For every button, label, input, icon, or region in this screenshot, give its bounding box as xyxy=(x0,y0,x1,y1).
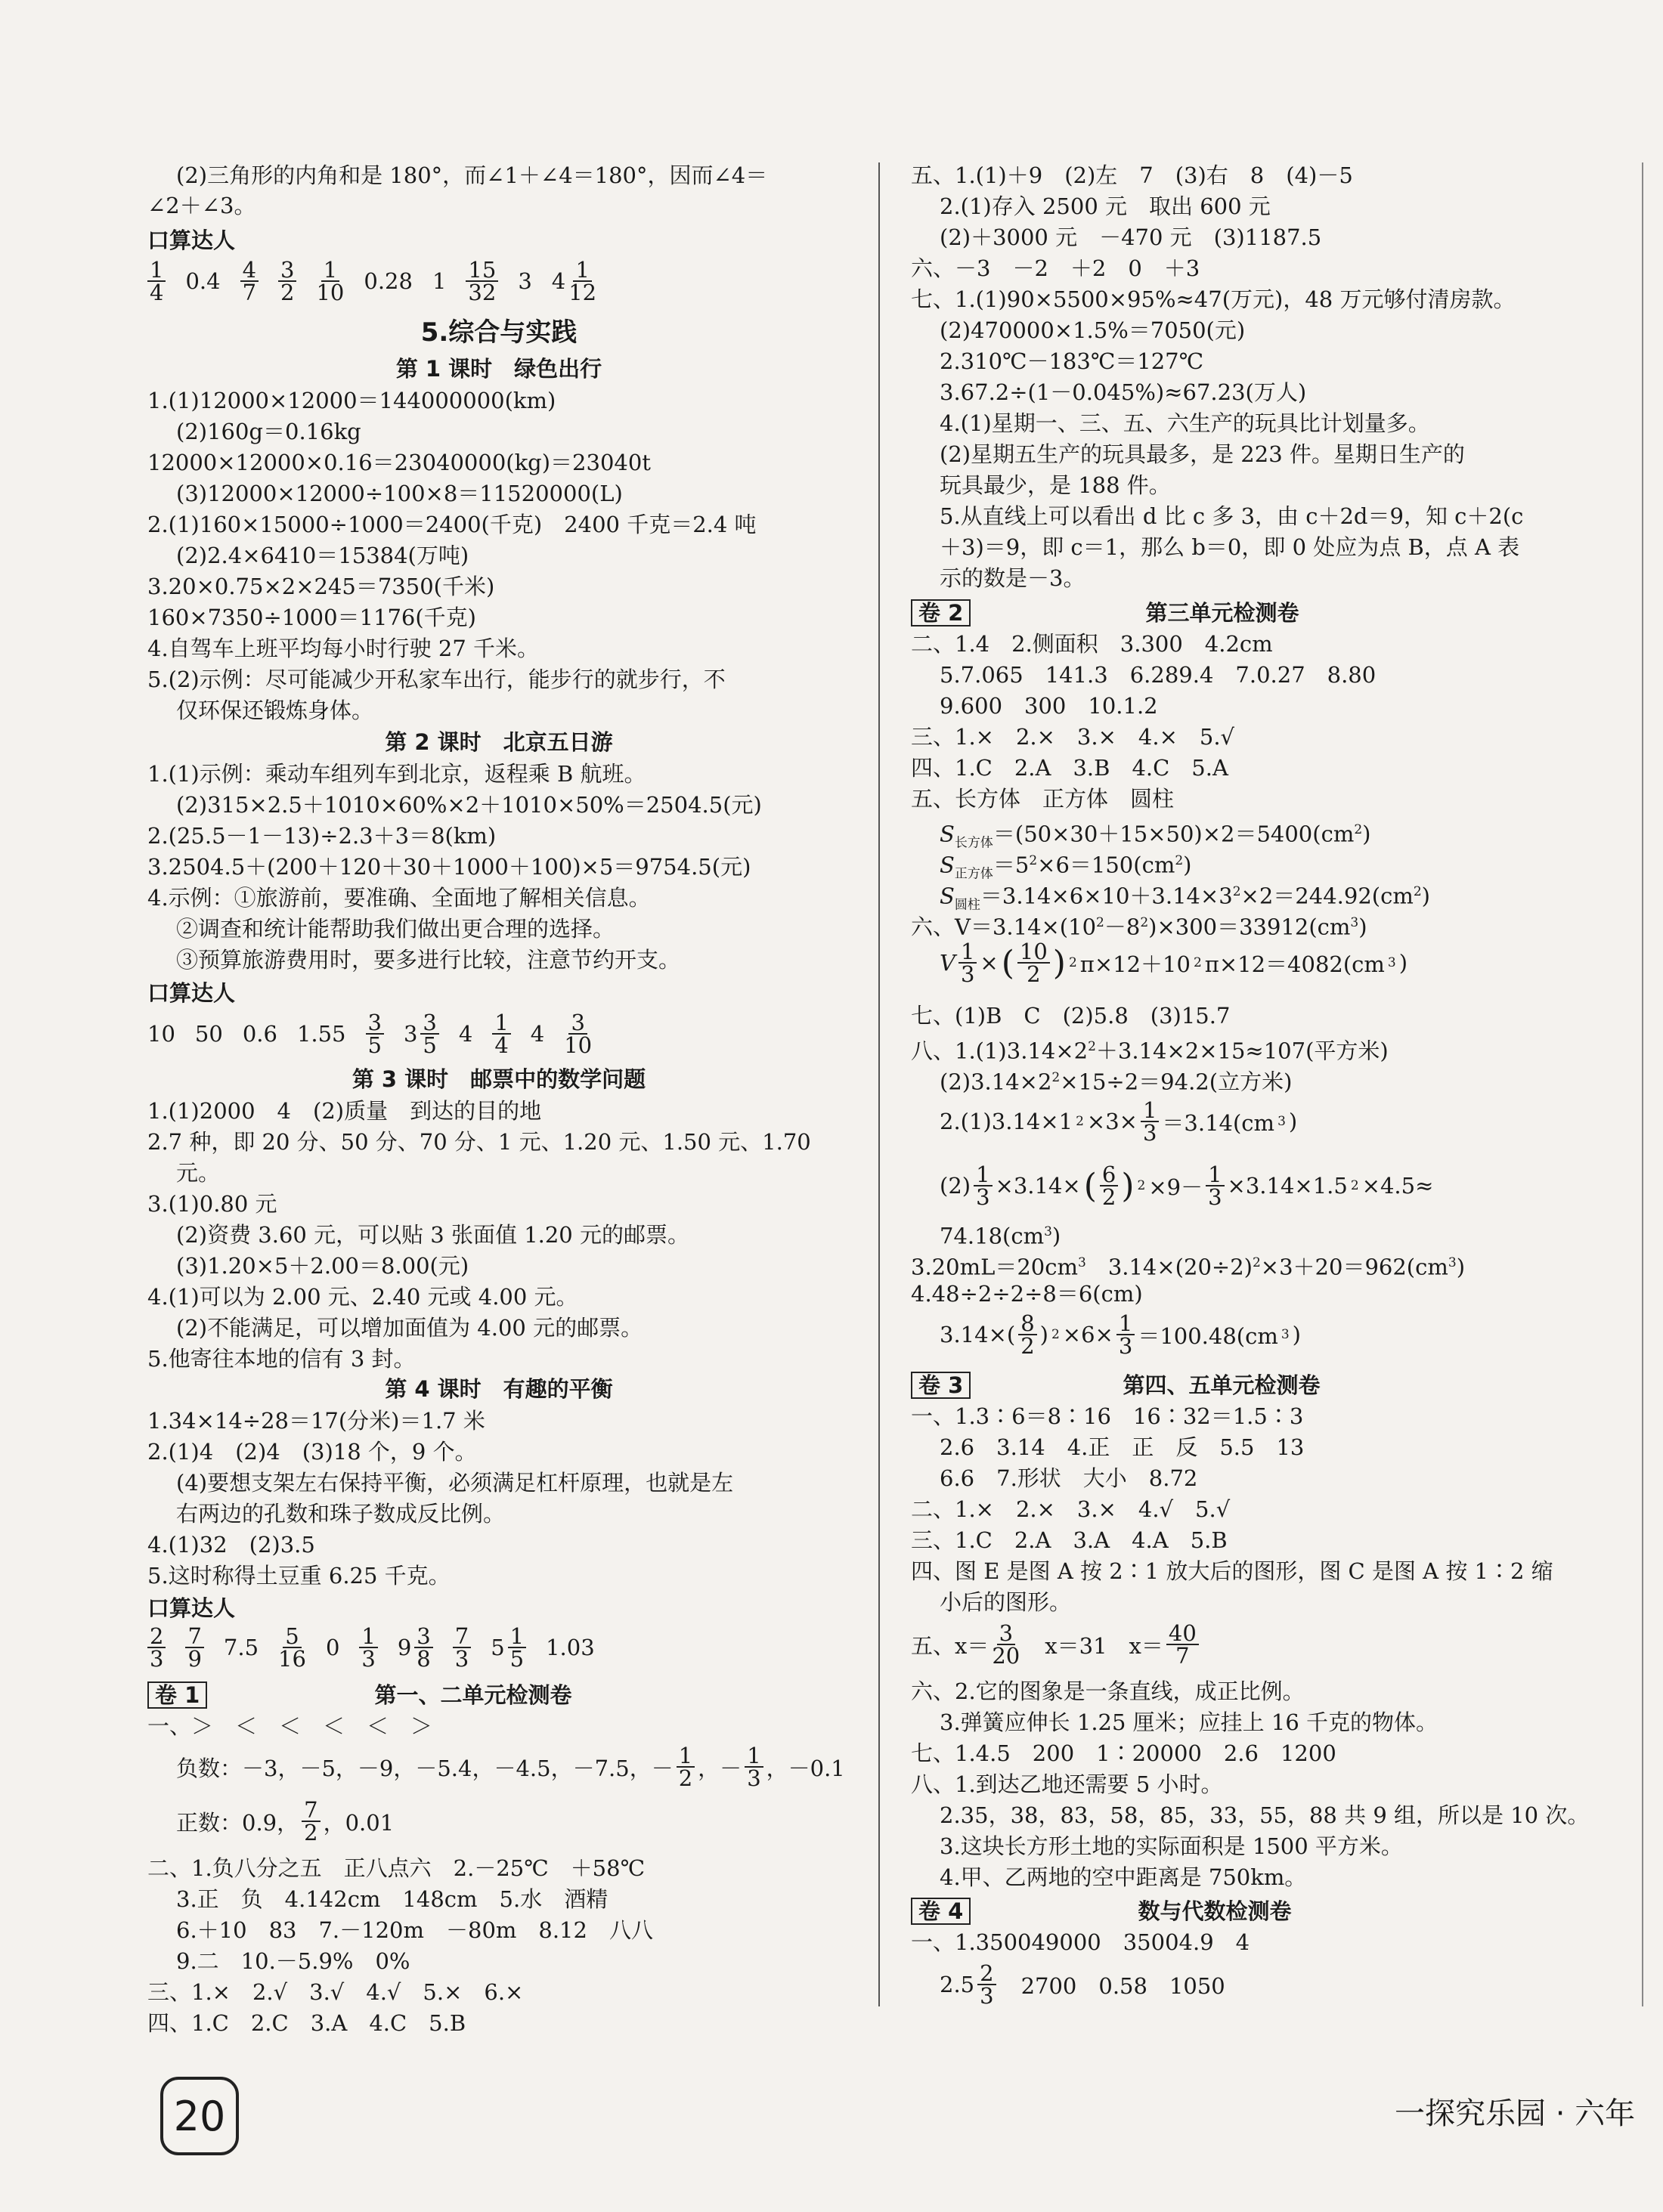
formula-line: $S_{正方体}=5^2\times 6=150(cm^2)$ xyxy=(940,852,1192,882)
text-line: 4.(1)星期一、三、五、六生产的玩具比计划量多。 xyxy=(940,410,1430,436)
text-line: 三、1.C 2.A 3.A 4.A 5.B xyxy=(911,1527,1228,1553)
text-line: 六、－3 －2 ＋2 0 ＋3 xyxy=(911,255,1200,281)
text-line: 2.6 3.14 4.正 正 反 5.5 13 xyxy=(940,1434,1305,1460)
paper-heading xyxy=(911,1372,1603,1399)
text-line: ∠2＋∠3。 xyxy=(147,193,256,218)
text-line: 小后的图形。 xyxy=(940,1589,1072,1615)
text: 负数：－3，－5，－9，－5.4，－4.5，－7.5，－ xyxy=(176,1755,674,1781)
lesson-title: 第 2 课时 北京五日游 xyxy=(385,729,613,755)
text-line: 三、1.× 2.× 3.× 4.× 5.√ xyxy=(911,724,1235,750)
text-line: 1.(1)2000 4 (2)质量 到达的目的地 xyxy=(147,1098,542,1124)
formula-line: (2) $\frac{1}{3}$ ×3.14× ( 6 2 ) 2 ×9－ $\frac{1}{3}$ ×3.14×1.5 2 ×4.5≈ xyxy=(940,1162,1434,1210)
paper-title: 第四、五单元检测卷 xyxy=(1123,1372,1321,1398)
value: 3 xyxy=(518,268,532,294)
fraction: 1 10 xyxy=(316,257,345,305)
fraction: 1 3 xyxy=(359,1626,377,1669)
text-line: 七、(1)B C (2)5.8 (3)15.7 xyxy=(911,1003,1231,1029)
text-line: 五、长方体 正方体 圆柱 xyxy=(911,786,1175,812)
formula-line: 3.14×( 8 2 ) 2 ×6× $\frac{1}{3}$ ＝100.48(cm 3 ) xyxy=(940,1310,1301,1359)
fraction: $\frac{1}{3}$ xyxy=(958,941,977,985)
text-line: 160×7350÷1000＝1176(千克) xyxy=(147,605,476,630)
text-line: (2)资费 3.60 元，可以贴 3 张面值 1.20 元的邮票。 xyxy=(176,1222,689,1248)
fraction: 15 32 xyxy=(466,259,498,303)
fraction: 10 2 xyxy=(1017,941,1050,985)
text-line: 仅环保还锻炼身体。 xyxy=(176,698,374,723)
text-line: 3.2504.5＋(200＋120＋30＋1000＋100)×5＝9754.5(元) xyxy=(147,854,751,880)
text-line: ＋3)＝9，即 c＝1，那么 b＝0，即 0 处应为点 B，点 A 表 xyxy=(940,534,1520,560)
equation-line: 五、x＝ 3 20 x＝31 x＝ 40 7 xyxy=(911,1623,1199,1666)
paper-title: 第三单元检测卷 xyxy=(1145,600,1299,626)
text-line: (2)不能满足，可以增加面值为 4.00 元的邮票。 xyxy=(176,1315,643,1341)
text-line: 6.＋10 83 7.－120m －80m 8.12 八八 xyxy=(176,1917,653,1943)
text-line: ③预算旅游费用时，要多进行比较，注意节约开支。 xyxy=(176,947,681,973)
paper-title: 数与代数检测卷 xyxy=(1138,1898,1292,1924)
text-line: (2)＋3000 元 －470 元 (3)1187.5 xyxy=(940,224,1322,250)
text-line: 1.(1)示例：乘动车组列车到北京，返程乘 B 航班。 xyxy=(147,761,646,787)
text-line: 七、1.4.5 200 1∶20000 2.6 1200 xyxy=(911,1740,1336,1766)
fraction: 3 2 xyxy=(278,259,296,303)
formula-line: $S_{长方体}=(50\times 30+15\times 50)\times 2=5400(cm^2)$ xyxy=(940,821,1371,851)
fraction: 7 9 xyxy=(185,1626,203,1669)
text-line: 3.(1)0.80 元 xyxy=(147,1191,277,1217)
text-line: (2)三角形的内角和是 180°，而∠1＋∠4＝180°，因而∠4＝ xyxy=(176,162,768,188)
text-line: 2.(1)4 (2)4 (3)18 个，9 个。 xyxy=(147,1439,477,1465)
text-line: 4.48÷2÷2÷8＝6(cm) xyxy=(911,1281,1143,1307)
formula-line: V $\frac{1}{3}$ × ( 10 2 ) 2 π×12＋10 2 π×12＝4082(cm 3 ) xyxy=(940,939,1408,987)
fraction: 6 2 xyxy=(1100,1164,1118,1208)
text-line: 四、1.C 2.C 3.A 4.C 5.B xyxy=(147,2010,466,2036)
value: 0.4 xyxy=(185,268,221,294)
fraction: $\frac{1}{3}$ xyxy=(1141,1100,1159,1143)
text-line: 四、1.C 2.A 3.B 4.C 5.A xyxy=(911,755,1228,781)
fraction: 1 4 xyxy=(147,259,166,303)
text-line: 2.(25.5－1－13)÷2.3＋3＝8(km) xyxy=(147,823,497,849)
value: 7.5 xyxy=(223,1635,259,1660)
column-divider xyxy=(878,162,880,2006)
lesson-title: 第 1 课时 绿色出行 xyxy=(395,356,602,382)
fraction: $\frac{1}{3}$ xyxy=(1206,1164,1224,1208)
fraction: 40 7 xyxy=(1166,1623,1199,1666)
text: ，－ xyxy=(698,1755,742,1781)
fraction: 1 2 xyxy=(677,1745,695,1789)
lesson-title: 第 3 课时 邮票中的数学问题 xyxy=(351,1066,646,1092)
text-line: (4)要想支架左右保持平衡，必须满足杠杆原理，也就是左 xyxy=(176,1470,734,1496)
text-line: 5.这时称得土豆重 6.25 千克。 xyxy=(147,1563,451,1589)
fraction: 2 3 xyxy=(147,1626,166,1669)
paper-tag: 卷 4 xyxy=(911,1898,971,1925)
text-line: 2.310℃－183℃＝127℃ xyxy=(940,348,1204,374)
formula-line: $S_{圆柱}=3.14\times 6\times 10+3.14\times 3^2\times 2=244.92(cm^2)$ xyxy=(940,883,1430,913)
fraction: $\frac{1}{3}$ xyxy=(1116,1313,1135,1357)
formula-line: $3.20mL=20cm^3$ $3.14\times(20\div 2)^2\times 3+20=962(cm^3)$ xyxy=(911,1254,1466,1280)
value: 0 xyxy=(325,1635,340,1660)
text-line: 2.35，38，83，58，85，33，55，88 共 9 组，所以是 10 次。 xyxy=(940,1802,1590,1828)
mental-math-heading: 口算达人 xyxy=(147,980,236,1006)
text-line: 9.600 300 10.1.2 xyxy=(940,693,1158,719)
text-line: (2)2.4×6410＝15384(万吨) xyxy=(176,543,469,568)
text-line: 二、1.4 2.侧面积 3.300 4.2cm xyxy=(911,631,1273,657)
text-line: 3.正 负 4.142cm 148cm 5.水 酒精 xyxy=(176,1886,609,1912)
text-line: 3.弹簧应伸长 1.25 厘米；应挂上 16 千克的物体。 xyxy=(940,1709,1438,1735)
text-line: 二、1.× 2.× 3.× 4.√ 5.√ xyxy=(911,1496,1231,1522)
text-line: 七、1.(1)90×5500×95%≈47(万元)，48 万元够付清房款。 xyxy=(911,286,1516,312)
value: 1 xyxy=(432,268,447,294)
paper-heading xyxy=(147,1681,850,1709)
formula-line: 八、$1.(1)3.14\times 2^2+3.14\times 2\times 15\approx 107$(平方米) xyxy=(911,1038,1389,1064)
value: 4 xyxy=(458,1021,473,1047)
mixed-number: 9 3 8 xyxy=(398,1626,433,1669)
page-edge-line xyxy=(1642,162,1643,2006)
mixed-number: 5 1 5 xyxy=(491,1626,526,1669)
text-line: 3.67.2÷(1－0.045%)≈67.23(万人) xyxy=(940,379,1307,405)
mixed-number: 3 3 5 xyxy=(404,1012,439,1056)
text-line: 5.他寄往本地的信有 3 封。 xyxy=(147,1346,416,1372)
text-line: 5.7.065 141.3 6.289.4 7.0.27 8.80 xyxy=(940,662,1377,688)
formula-line: 2.(1)3.14×1 2 ×3× $\frac{1}{3}$ ＝3.14(cm 3 ) xyxy=(940,1097,1298,1146)
text-line: 2.(1)存入 2500 元 取出 600 元 xyxy=(940,193,1271,219)
text-line: (3)1.20×5＋2.00＝8.00(元) xyxy=(176,1253,469,1279)
text: ，0.01 xyxy=(323,1809,395,1836)
text-line: 3.20×0.75×2×245＝7350(千米) xyxy=(147,574,495,599)
value: 1.55 xyxy=(296,1021,346,1047)
paper-title: 第一、二单元检测卷 xyxy=(374,1682,572,1708)
text-line: (2)315×2.5＋1010×60%×2＋1010×50%＝2504.5(元) xyxy=(176,792,762,818)
paper-heading xyxy=(911,1898,1603,1925)
mental-math-row xyxy=(147,1012,592,1056)
text: 正数：0.9， xyxy=(176,1809,299,1836)
text-line: 5.从直线上可以看出 d 比 c 多 3，由 c＋2d＝9，知 c＋2(c xyxy=(940,503,1524,529)
formula-line: 六、$V=3.14\times(10^2-8^2)\times 300=33912(cm^3)$ xyxy=(911,914,1367,940)
text-line: 4.(1)可以为 2.00 元、2.40 元或 4.00 元。 xyxy=(147,1284,578,1310)
formula-line: $(2)3.14\times 2^2\times 15\div 2=94.2$(立方米) xyxy=(940,1069,1293,1095)
fraction: 8 2 xyxy=(1018,1313,1036,1357)
text-line: 三、1.× 2.√ 3.√ 4.√ 5.× 6.× xyxy=(147,1979,524,2005)
mental-math-heading: 口算达人 xyxy=(147,1595,236,1621)
paper-heading xyxy=(911,599,1603,626)
text: ，－0.1 xyxy=(766,1755,845,1781)
text-line: 右两边的孔数和珠子数成反比例。 xyxy=(176,1501,506,1527)
lesson-title: 第 4 课时 有趣的平衡 xyxy=(385,1376,613,1402)
text-line: ②调查和统计能帮助我们做出更合理的选择。 xyxy=(176,916,615,942)
negative-numbers-line xyxy=(176,1745,845,1789)
fraction: 3 20 xyxy=(992,1620,1020,1669)
value: 0.6 xyxy=(242,1021,277,1047)
fraction: 7 3 xyxy=(453,1626,471,1669)
text-line: 9.二 10.－5.9% 0% xyxy=(176,1948,410,1974)
text-line: 一、＞ ＜ ＜ ＜ ＜ ＞ xyxy=(147,1713,433,1739)
text-line: 12000×12000×0.16＝23040000(kg)＝23040t xyxy=(147,450,651,475)
fraction: 2 3 xyxy=(977,1963,996,2006)
fraction: 7 2 xyxy=(302,1799,320,1843)
text-line: 六、2.它的图象是一条直线，成正比例。 xyxy=(911,1678,1305,1704)
value: 1.03 xyxy=(546,1635,595,1660)
text-line: 四、图 E 是图 A 按 2∶1 放大后的图形，图 C 是图 A 按 1∶2 缩 xyxy=(911,1558,1553,1584)
text-line: 一、1.350049000 35004.9 4 xyxy=(911,1929,1250,1955)
paper-tag: 卷 1 xyxy=(147,1681,207,1709)
text-line: (2)160g＝0.16kg xyxy=(176,419,361,444)
fraction: 1 3 xyxy=(745,1745,763,1789)
mixed-number: 4 1 12 xyxy=(551,257,597,305)
text-line: 1.(1)12000×12000＝144000000(km) xyxy=(147,388,556,413)
text-line: 2.(1)160×15000÷1000＝2400(千克) 2400 千克＝2.4 吨 xyxy=(147,512,757,537)
text-line: 6.6 7.形状 大小 8.72 xyxy=(940,1465,1198,1491)
text-line: (2)470000×1.5%＝7050(元) xyxy=(940,317,1246,343)
text-line: 2.7 种，即 20 分、50 分、70 分、1 元、1.20 元、1.50 元、1.70 xyxy=(147,1129,811,1155)
text-line: 4.(1)32 (2)3.5 xyxy=(147,1532,315,1558)
text-line: 二、1.负八分之五 正八点六 2.－25℃ ＋58℃ xyxy=(147,1855,646,1881)
text-line: 五、1.(1)＋9 (2)左 7 (3)右 8 (4)－5 xyxy=(911,162,1353,188)
text-line: 4.甲、乙两地的空中距离是 750km。 xyxy=(940,1864,1307,1890)
paper-tag: 卷 3 xyxy=(911,1372,971,1399)
value: 0.28 xyxy=(364,268,413,294)
value: 50 xyxy=(194,1021,223,1047)
fraction: 1 4 xyxy=(492,1012,510,1056)
fraction: 3 10 xyxy=(564,1010,593,1058)
text-line: (3)12000×12000÷100×8＝11520000(L) xyxy=(176,481,623,506)
value: 10 xyxy=(147,1021,175,1047)
positive-numbers-line xyxy=(176,1799,394,1843)
formula-line: 2.5 2 3 2700 0.58 1050 xyxy=(940,1960,1225,2009)
text-line: 4.自驾车上班平均每小时行驶 27 千米。 xyxy=(147,636,540,661)
formula-line: $74.18(cm^3)$ xyxy=(940,1223,1061,1249)
fraction: 5 16 xyxy=(278,1623,306,1672)
text-line: 元。 xyxy=(176,1160,221,1186)
fraction: 4 7 xyxy=(240,259,259,303)
mental-math-row xyxy=(147,1623,595,1672)
mental-math-row xyxy=(147,259,596,303)
page-number: 20 xyxy=(160,2077,239,2155)
text-line: 4.示例：①旅游前，要准确、全面地了解相关信息。 xyxy=(147,885,651,911)
footer-text: 一探究乐园 · 六年 xyxy=(1395,2096,1636,2131)
value: 4 xyxy=(530,1021,545,1047)
mental-math-heading: 口算达人 xyxy=(147,227,236,253)
text-line: 示的数是－3。 xyxy=(940,565,1085,591)
text-line: 一、1.3∶6＝8∶16 16∶32＝1.5∶3 xyxy=(911,1403,1304,1429)
fraction: $\frac{1}{3}$ xyxy=(974,1164,992,1208)
section-title: 5.综合与实践 xyxy=(420,317,578,348)
fraction: 3 5 xyxy=(366,1012,384,1056)
paper-tag: 卷 2 xyxy=(911,599,971,626)
text-line: 玩具最少，是 188 件。 xyxy=(940,472,1171,498)
text-line: 3.这块长方形土地的实际面积是 1500 平方米。 xyxy=(940,1833,1403,1859)
text-line: (2)星期五生产的玩具最多，是 223 件。星期日生产的 xyxy=(940,441,1465,467)
text-line: 5.(2)示例：尽可能减少开私家车出行，能步行的就步行，不 xyxy=(147,667,726,692)
text-line: 1.34×14÷28＝17(分米)＝1.7 米 xyxy=(147,1408,485,1434)
text-line: 八、1.到达乙地还需要 5 小时。 xyxy=(911,1771,1223,1797)
